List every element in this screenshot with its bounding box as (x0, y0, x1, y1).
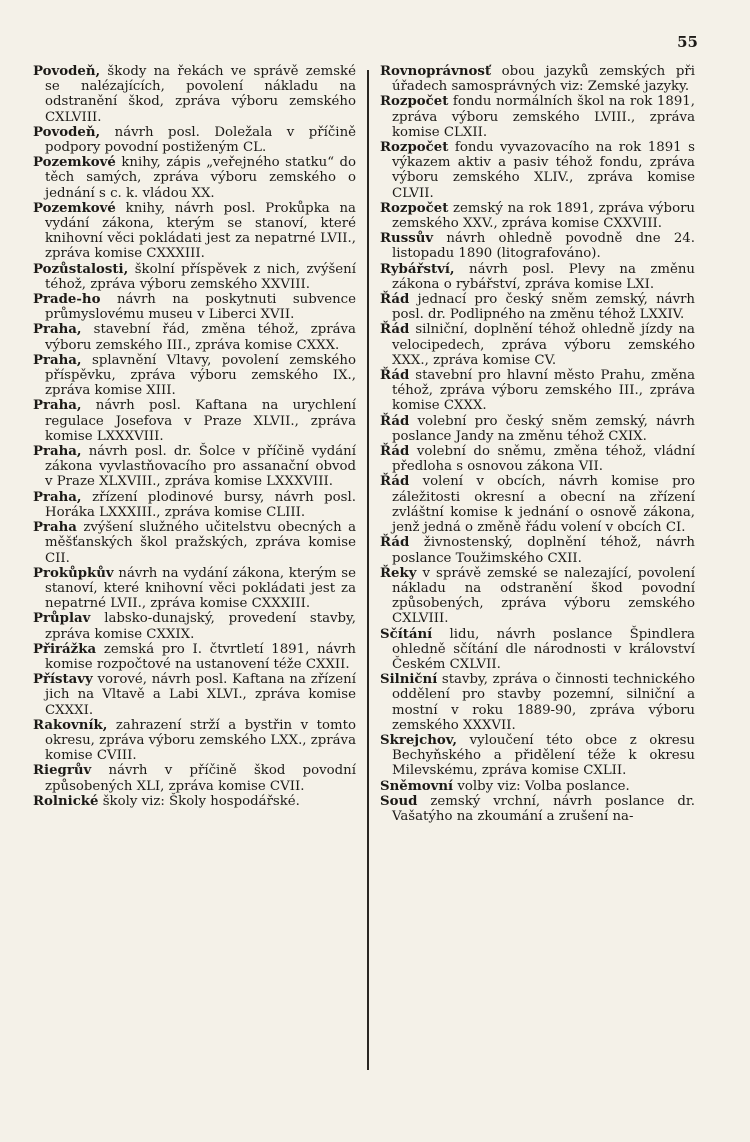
entry-text: škody na řekách ve správě zemské se nalézajících, povolení nákladu na odstranění škod, zpráva výboru zemského CXLVIII. (45, 64, 356, 125)
entry-text: návrh posl. Plevy na změnu zákona o rybářství, zpráva komise LXI. (392, 261, 695, 292)
entry-text: knihy, zápis „veřejného statku“ do těch samých, zpráva výboru zemského o jednání s c. k. vládou XX. (45, 155, 356, 201)
entry-text: školy viz: Školy hospodářské. (98, 793, 300, 809)
index-entry (380, 64, 695, 94)
entry-heading: Přirážka (33, 641, 97, 657)
index-entry (380, 322, 695, 368)
index-entry (33, 566, 356, 612)
entry-text: obou jazyků zemských při úřadech samosprávných viz: Zemské jazyky. (392, 64, 695, 95)
entry-heading: Riegrův (33, 763, 92, 779)
entry-text: návrh na vydání zákona, kterým se stanoví, které knihovní věci pokládati jest za nepatrné LVII., zpráva komise CXXXIII. (45, 565, 356, 612)
entry-heading: Rakovník, (33, 717, 108, 733)
index-entry (33, 794, 356, 809)
entry-text: v správě zemské se nalezající, povolení nákladu na odstranění škod povodní způsobených, zpráva výboru zemského CXLVIII. (392, 565, 695, 627)
entry-heading: Řeky (380, 565, 417, 581)
entry-text: knihy, návrh posl. Prokůpka na vydání zákona, kterým se stanoví, které knihovní věci pokládati jest za nepatrné LVII., zpráva komise CXXXIII. (45, 200, 356, 262)
entry-text: stavby, zpráva o činnosti technického oddělení pro stavby pozemní, silniční a mostní v roku 1889-90, zpráva výboru zemského XXXVII. (392, 672, 695, 733)
index-entry (33, 642, 356, 672)
index-entry (380, 474, 695, 535)
entry-heading: Rovnoprávnosť (380, 64, 491, 79)
entry-heading: Řád (380, 444, 410, 460)
index-entry (380, 231, 695, 261)
entry-heading: Russův (380, 231, 434, 247)
index-entry (33, 201, 356, 262)
entry-text: stavební pro hlavní město Prahu, změna téhož, zpráva výboru zemského III., zpráva komise CXXX. (392, 368, 695, 414)
entry-text: splavnění Vltavy, povolení zemského příspěvku, zpráva výboru zemského IX., zpráva komise XIII. (45, 352, 356, 399)
entry-heading: Řád (380, 413, 410, 429)
entry-text: zahrazení strží a bystřin v tomto okresu, zpráva výboru zemského LXX., zpráva komise CVIII. (45, 717, 356, 764)
entry-text: volení v obcích, návrh komise pro záležitosti okresní a obecní na zřízení zvláštní komise k jednání o osnově zákona, jenž jedná o změně řádu volení v obcích CI. (392, 474, 695, 536)
entry-text: vorové, návrh posl. Kaftana na zřízení jich na Vltavě a Labi XLVI., zpráva komise CXXXI. (45, 672, 356, 718)
entry-heading: Povodeň, (33, 64, 101, 79)
entry-text: zemská pro I. čtvrtletí 1891, návrh komise rozpočtové na ustanovení téže CXXII. (45, 641, 356, 672)
entry-heading: Průplav (33, 611, 91, 627)
entry-heading: Řád (380, 474, 410, 490)
index-entry (33, 262, 356, 292)
entry-heading: Řád (380, 292, 410, 308)
index-entry (33, 611, 356, 641)
entry-text: volby viz: Volba poslance. (453, 778, 630, 794)
index-column-right (380, 64, 695, 824)
entry-text: jednací pro český sněm zemský, návrh posl. dr. Podlipného na změnu téhož LXXIV. (392, 292, 695, 323)
entry-heading: Praha, (33, 489, 82, 505)
entry-heading: Rolnické (33, 793, 99, 809)
entry-text: zemský vrchní, návrh poslance dr. Vašatýho na zkoumání a zrušení na- (392, 793, 695, 824)
column-divider (367, 70, 369, 1070)
index-entry (380, 140, 695, 201)
entry-text: návrh posl. Kaftana na urychlení regulace Josefova v Praze XLVII., zpráva komise LXXXVIII. (45, 398, 356, 444)
index-entry (33, 444, 356, 490)
entry-text: volební pro český sněm zemský, návrh poslance Jandy na změnu téhož CXIX. (392, 413, 695, 444)
index-column-left (33, 64, 356, 809)
entry-text: labsko-dunajský, provedení stavby, zpráva komise CXXIX. (45, 611, 356, 642)
entry-heading: Řád (380, 535, 410, 551)
entry-heading: Skrejchov, (380, 732, 457, 748)
entry-text: návrh posl. Doležala v příčině podpory povodní postiženým CL. (45, 124, 356, 156)
entry-text: návrh v příčině škod povodní způsobených XLI, zpráva komise CVII. (45, 763, 356, 794)
entry-text: vyloučení této obce z okresu Bechyňského a přidělení téže k okresu Milevskému, zpráva komise CXLII. (392, 732, 695, 779)
index-entry (380, 779, 695, 794)
entry-text: zřízení plodinové bursy, návrh posl. Horáka LXXXIII., zpráva komise CLIII. (45, 489, 356, 520)
index-entry (33, 353, 356, 399)
entry-text: živnostenský, doplnění téhož, návrh poslance Toužimského CXII. (392, 535, 695, 566)
entry-text: fondu normálních škol na rok 1891, zpráva výboru zemského LVIII., zpráva komise CLXII. (392, 94, 695, 140)
index-entry (33, 672, 356, 718)
index-entry (380, 368, 695, 414)
index-entry (380, 292, 695, 322)
index-entry (380, 672, 695, 733)
index-entry (33, 718, 356, 764)
page-number: 55 (677, 33, 698, 51)
entry-text: zemský na rok 1891, zpráva výboru zemského XXV., zpráva komise CXXVIII. (392, 200, 695, 232)
entry-text: silniční, doplnění téhož ohledně jízdy na velocipedech, zpráva výboru zemského XXX., zpráva komise CV. (392, 322, 695, 368)
index-entry (33, 292, 356, 322)
entry-heading: Prade-ho (33, 292, 101, 308)
entry-heading: Praha, (33, 352, 82, 368)
index-entry (380, 627, 695, 673)
entry-text: návrh na poskytnuti subvence průmyslovému museu v Liberci XVII. (45, 292, 356, 323)
entry-heading: Rozpočet (380, 94, 449, 110)
index-entry (380, 201, 695, 231)
entry-heading: Přístavy (33, 672, 93, 688)
entry-heading: Sčítání (380, 626, 433, 642)
index-entry (33, 125, 356, 155)
index-entry (380, 262, 695, 292)
entry-heading: Rybářství, (380, 261, 455, 277)
entry-heading: Povodeň, (33, 124, 101, 140)
entry-text: návrh ohledně povodně dne 24. listopadu 1890 (litografováno). (392, 231, 695, 262)
entry-heading: Pozůstalosti, (33, 261, 129, 277)
index-entry (33, 398, 356, 444)
entry-heading: Pozemkové (33, 200, 116, 216)
entry-text: školní příspěvek z nich, zvýšení téhož, zpráva výboru zemského XXVIII. (45, 261, 356, 292)
index-entry (33, 520, 356, 566)
index-entry (33, 763, 356, 793)
index-entry (380, 414, 695, 444)
index-entry (380, 566, 695, 627)
entry-heading: Silniční (380, 672, 438, 688)
entry-heading: Praha, (33, 398, 82, 414)
index-entry (380, 733, 695, 779)
index-entry (380, 794, 695, 824)
index-entry (380, 94, 695, 140)
entry-heading: Řád (380, 368, 410, 384)
entry-heading: Pozemkové (33, 155, 116, 171)
entry-heading: Prokůpkův (33, 565, 114, 581)
entry-text: lidu, návrh poslance Špindlera ohledně sčítání dle národnosti v království Českém CXLVII. (392, 626, 695, 672)
entry-heading: Soud (380, 793, 418, 809)
index-entry (33, 155, 356, 201)
index-entry (33, 490, 356, 520)
entry-heading: Rozpočet (380, 140, 449, 156)
index-entry (380, 535, 695, 565)
index-entry (33, 322, 356, 352)
entry-text: návrh posl. dr. Šolce v příčině vydání zákona vyvlastňovacího pro assanační obvod v Praze XLXVIII., zpráva komise LXXXVIII. (45, 444, 356, 490)
entry-heading: Praha (33, 520, 77, 536)
entry-heading: Řád (380, 322, 410, 338)
index-entry (380, 444, 695, 474)
entry-heading: Praha, (33, 444, 82, 460)
entry-heading: Rozpočet (380, 200, 449, 216)
entry-heading: Praha, (33, 322, 82, 338)
entry-text: volební do sněmu, změna téhož, vládní předloha s osnovou zákona VII. (392, 444, 695, 475)
entry-heading: Sněmovní (380, 778, 454, 794)
entry-text: zvýšení služného učitelstvu obecných a měšťanských škol pražských, zpráva komise CII. (45, 520, 356, 566)
entry-text: stavební řád, změna téhož, zpráva výboru zemského III., zpráva komise CXXX. (45, 322, 356, 353)
entry-text: fondu vyvazovacího na rok 1891 s výkazem aktiv a pasiv téhož fondu, zpráva výboru zemského XLIV., zpráva komise CLVII. (392, 140, 695, 201)
index-entry (33, 64, 356, 125)
